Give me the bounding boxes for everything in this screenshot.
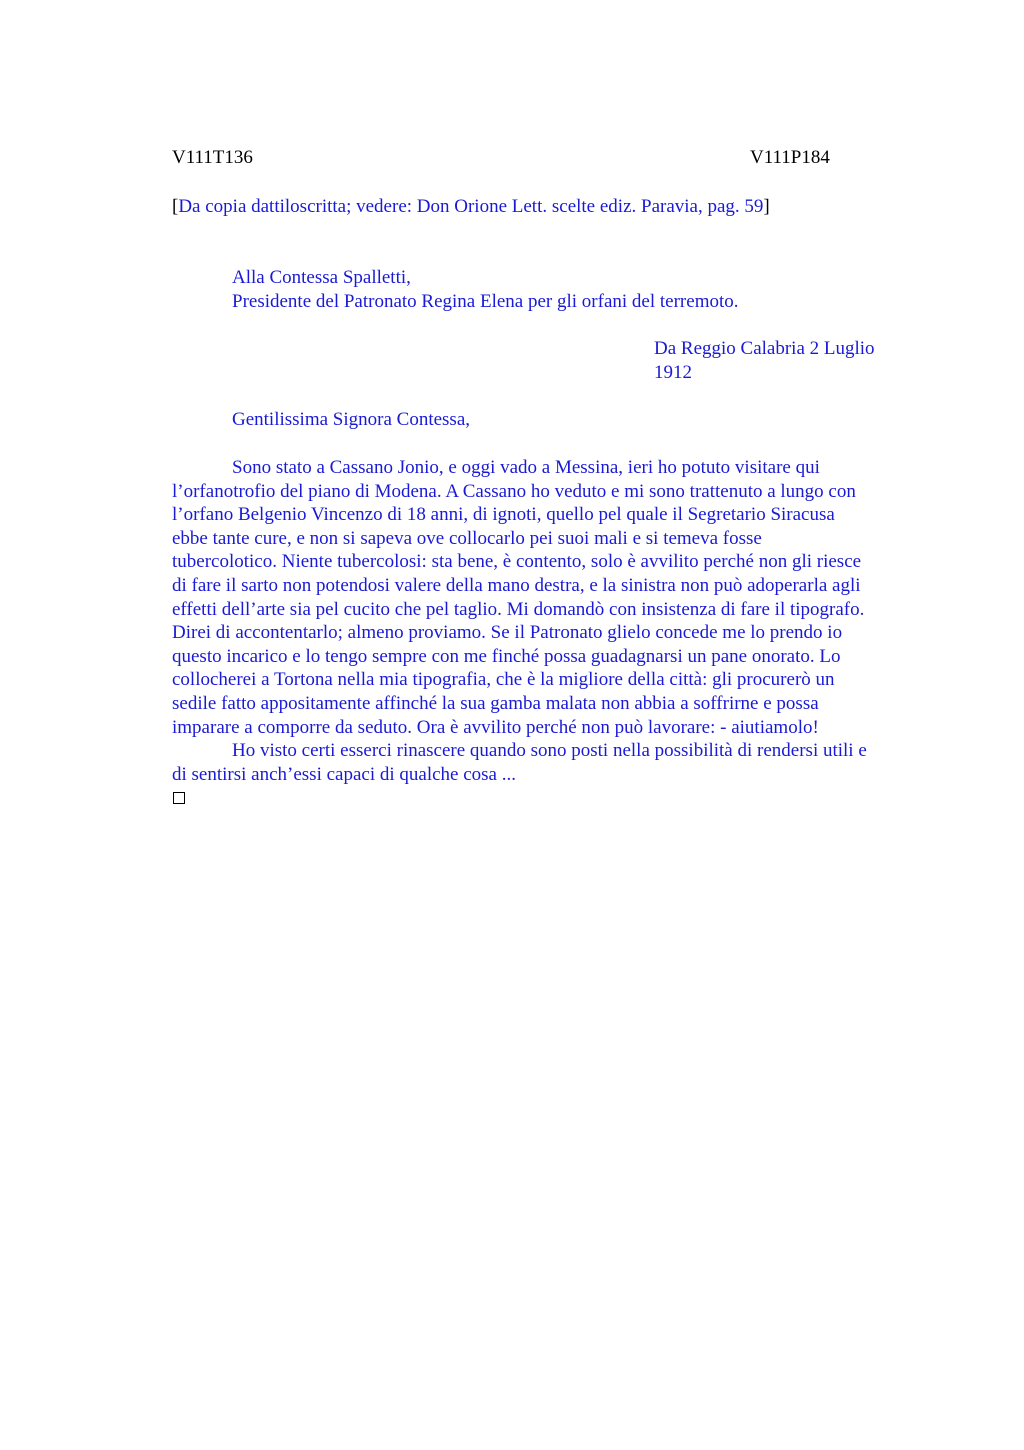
recipient-title: Presidente del Patronato Regina Elena per gli orfani del terremoto. xyxy=(232,290,739,312)
page-header xyxy=(172,146,852,170)
body-line: Direi di accontentarlo; almeno proviamo. Se il Patronato glielo concede me lo prendo io xyxy=(172,622,843,644)
body-line: l’orfanotrofio del piano di Modena. A Cassano ho veduto e mi sono trattenuto a lungo con xyxy=(172,480,856,502)
dateline-year: 1912 xyxy=(654,361,692,383)
document-code-right: V111P184 xyxy=(750,147,830,168)
body-line: collocherei a Tortona nella mia tipografia, che è la migliore della città: gli procurerò un xyxy=(172,669,835,691)
body-line: di sentirsi anch’essi capaci di qualche cosa ... xyxy=(172,763,516,785)
body-line: Sono stato a Cassano Jonio, e oggi vado a Messina, ieri ho potuto visitare qui xyxy=(232,457,820,478)
salutation: Gentilissima Signora Contessa, xyxy=(232,409,471,430)
body-line: effetti dell’arte sia pel cucito che pel taglio. Mi domandò con insistenza di fare il tipografo. xyxy=(172,598,865,620)
source-note-open-bracket: [ xyxy=(172,196,179,217)
body-line: l’orfano Belgenio Vincenzo di 18 anni, di ignoti, quello pel quale il Segretario Siracusa xyxy=(172,504,835,526)
body-line: di fare il sarto non potendosi valere della mano destra, e la sinistra non può adoperarla agli xyxy=(172,574,861,596)
source-note xyxy=(172,195,932,219)
body-line: Ho visto certi esserci rinascere quando sono posti nella possibilità di rendersi utili e xyxy=(232,740,867,762)
body-line: questo incarico e lo tengo sempre con me finché possa guadagnarsi un pane onorato. Lo xyxy=(172,645,841,667)
body-line: sedile fatto appositamente affinché la sua gamba malata non abbia a soffrirne e possa xyxy=(172,692,819,714)
end-square-icon xyxy=(173,792,185,804)
recipient-block xyxy=(232,266,932,313)
document-code-left: V111T136 xyxy=(172,147,253,168)
letter-body xyxy=(172,456,932,786)
source-note-close-bracket: ] xyxy=(763,196,770,217)
dateline-place-date: Da Reggio Calabria 2 Luglio xyxy=(654,338,875,359)
dateline xyxy=(654,337,914,384)
body-line: imparare a comporre da seduto. Ora è avvilito perché non può lavorare: - aiutiamolo! xyxy=(172,716,819,738)
source-note-text: Da copia dattiloscritta; vedere: Don Orione Lett. scelte ediz. Paravia, pag. 59 xyxy=(178,196,764,217)
body-line: tubercolotico. Niente tubercolosi: sta bene, è contento, solo è avvilito perché non gli riesce xyxy=(172,551,862,573)
recipient-name: Alla Contessa Spalletti, xyxy=(232,267,411,288)
body-line: ebbe tante cure, e non si sapeva ove collocarlo pei suoi mali e si temeva fosse xyxy=(172,527,762,549)
